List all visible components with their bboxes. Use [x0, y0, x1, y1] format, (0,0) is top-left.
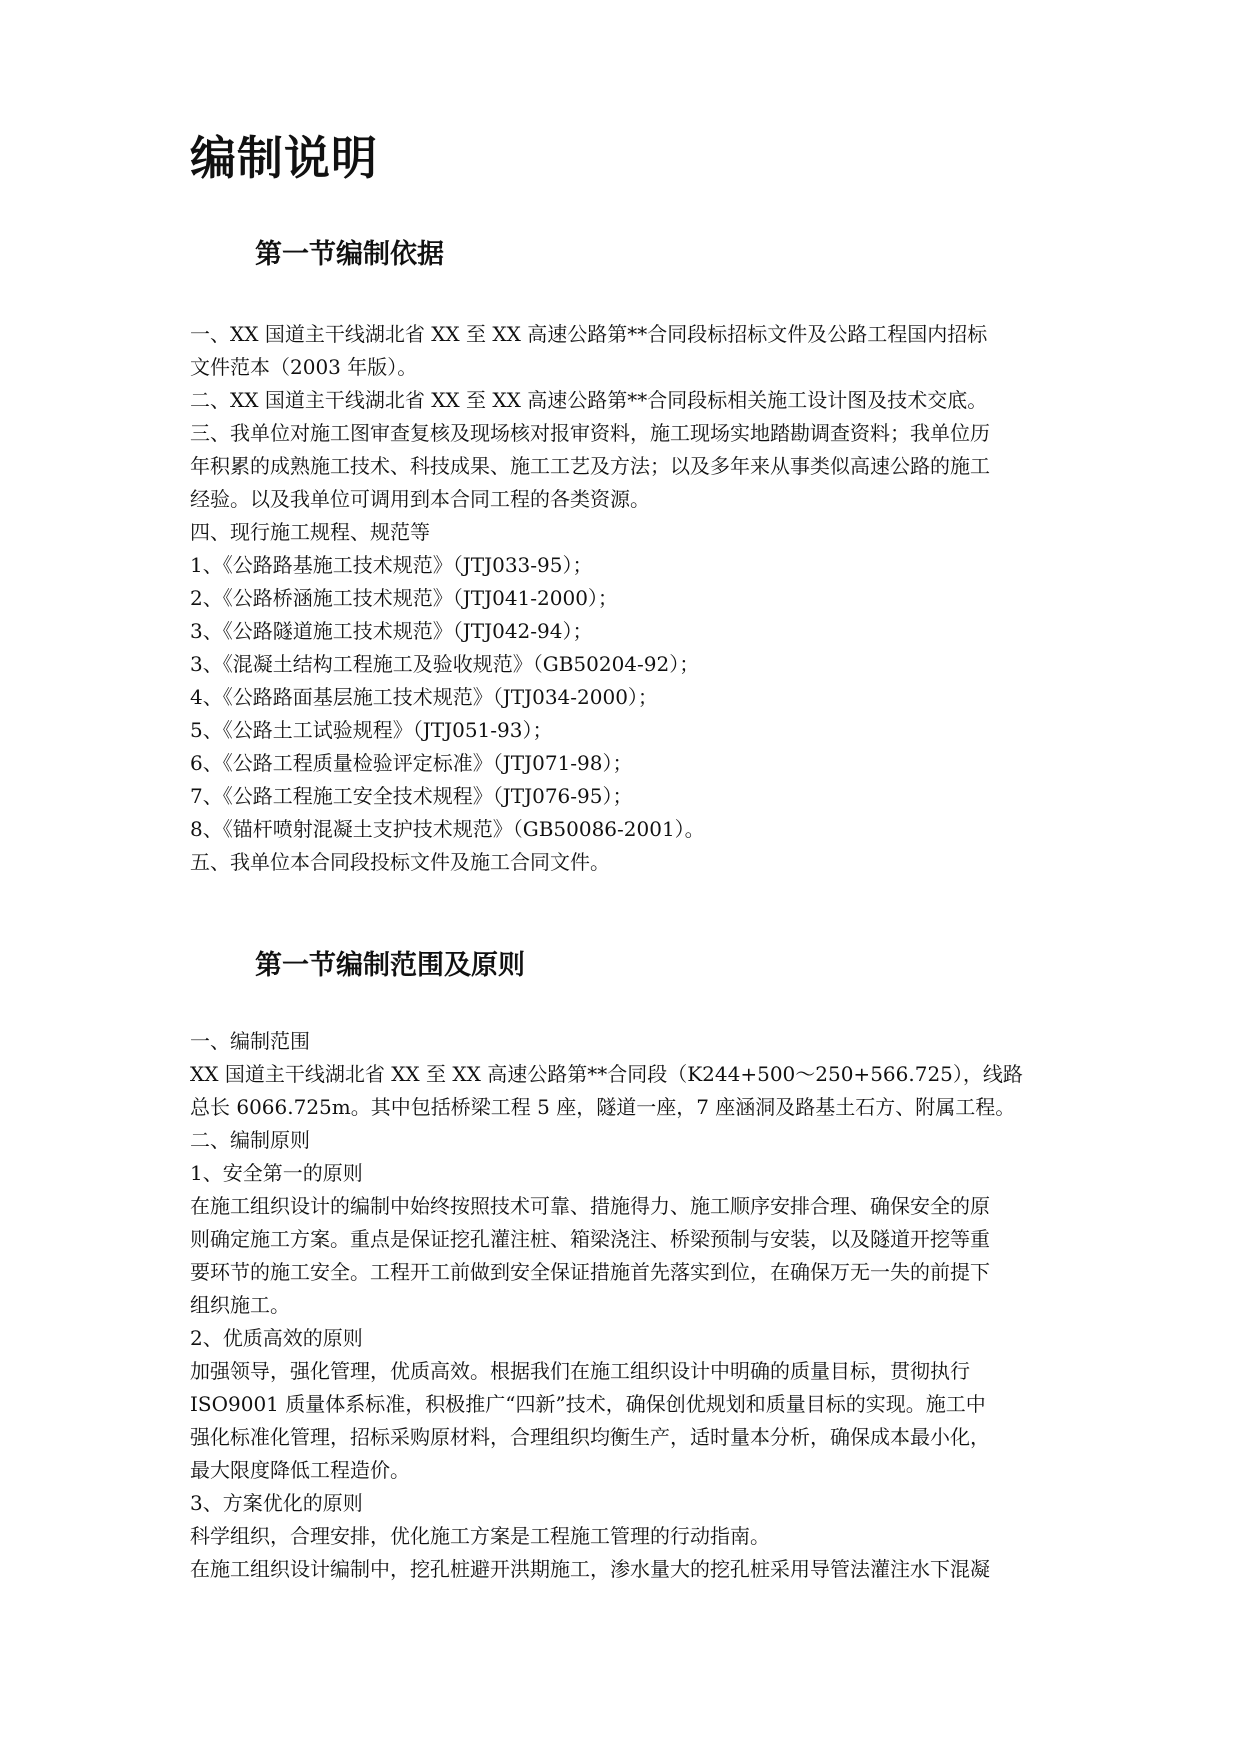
subheading: 一、编制范围 — [190, 1029, 310, 1053]
list-item: 1、《公路路基施工技术规范》（JTJ033-95）； — [190, 553, 593, 577]
list-item: 3、《混凝土结构工程施工及验收规范》（GB50204-92）； — [190, 652, 700, 676]
paragraph-line: 年积累的成熟施工技术、科技成果、施工工艺及方法；以及多年来从事类似高速公路的施工 — [190, 454, 990, 478]
paragraph-line: XX 国道主干线湖北省 XX 至 XX 高速公路第**合同段（K244+500～250+566.725），线路 — [190, 1062, 1023, 1086]
subheading: 2、优质高效的原则 — [190, 1326, 363, 1350]
section-heading-basis: 第一节编制依据 — [255, 239, 444, 270]
list-item: 4、《公路路面基层施工技术规范》（JTJ034-2000）； — [190, 685, 658, 709]
list-item: 3、《公路隧道施工技术规范》（JTJ042-94）； — [190, 619, 593, 643]
paragraph-line: 三、我单位对施工图审查复核及现场核对报审资料，施工现场实地踏勘调查资料；我单位历 — [190, 421, 990, 445]
paragraph-line: 则确定施工方案。重点是保证挖孔灌注桩、箱梁浇注、桥梁预制与安装，以及隧道开挖等重 — [190, 1227, 990, 1251]
paragraph-line: 科学组织，合理安排，优化施工方案是工程施工管理的行动指南。 — [190, 1524, 770, 1548]
list-item: 2、《公路桥涵施工技术规范》（JTJ041-2000）； — [190, 586, 618, 610]
list-item: 8、《锚杆喷射混凝土支护技术规范》（GB50086-2001）。 — [190, 817, 705, 841]
list-item: 6、《公路工程质量检验评定标准》（JTJ071-98）； — [190, 751, 633, 775]
paragraph-line: 组织施工。 — [190, 1293, 290, 1317]
section-heading-scope: 第一节编制范围及原则 — [255, 950, 525, 981]
paragraph-line: 经验。以及我单位可调用到本合同工程的各类资源。 — [190, 487, 650, 511]
paragraph-line: 一、XX 国道主干线湖北省 XX 至 XX 高速公路第**合同段标招标文件及公路工程国内招标 — [190, 322, 988, 346]
paragraph-line: 在施工组织设计的编制中始终按照技术可靠、措施得力、施工顺序安排合理、确保安全的原 — [190, 1194, 990, 1218]
paragraph-line: 强化标准化管理，招标采购原材料，合理组织均衡生产，适时量本分析，确保成本最小化， — [190, 1425, 990, 1449]
document-title: 编制说明 — [190, 131, 378, 185]
paragraph-line: 文件范本（2003 年版）。 — [190, 355, 418, 379]
subheading: 1、安全第一的原则 — [190, 1161, 363, 1185]
list-heading: 四、现行施工规程、规范等 — [190, 520, 430, 544]
subheading: 3、方案优化的原则 — [190, 1491, 363, 1515]
subheading: 二、编制原则 — [190, 1128, 310, 1152]
paragraph-line: 加强领导，强化管理，优质高效。根据我们在施工组织设计中明确的质量目标，贯彻执行 — [190, 1359, 970, 1383]
paragraph-line: 最大限度降低工程造价。 — [190, 1458, 410, 1482]
paragraph-line: 五、我单位本合同段投标文件及施工合同文件。 — [190, 850, 610, 874]
section-body-basis — [190, 318, 1050, 879]
list-item: 7、《公路工程施工安全技术规程》（JTJ076-95）； — [190, 784, 633, 808]
paragraph-line: 在施工组织设计编制中，挖孔桩避开洪期施工，渗水量大的挖孔桩采用导管法灌注水下混凝 — [190, 1557, 990, 1581]
paragraph-line: 总长 6066.725m。其中包括桥梁工程 5 座，隧道一座，7 座涵洞及路基土石方、附属工程。 — [190, 1095, 1016, 1119]
paragraph-line: ISO9001 质量体系标准，积极推广“四新”技术，确保创优规划和质量目标的实现。施工中 — [190, 1392, 986, 1416]
section-body-scope — [190, 1025, 1050, 1586]
paragraph-line: 要环节的施工安全。工程开工前做到安全保证措施首先落实到位，在确保万无一失的前提下 — [190, 1260, 990, 1284]
paragraph-line: 二、XX 国道主干线湖北省 XX 至 XX 高速公路第**合同段标相关施工设计图及技术交底。 — [190, 388, 988, 412]
list-item: 5、《公路土工试验规程》（JTJ051-93）； — [190, 718, 553, 742]
